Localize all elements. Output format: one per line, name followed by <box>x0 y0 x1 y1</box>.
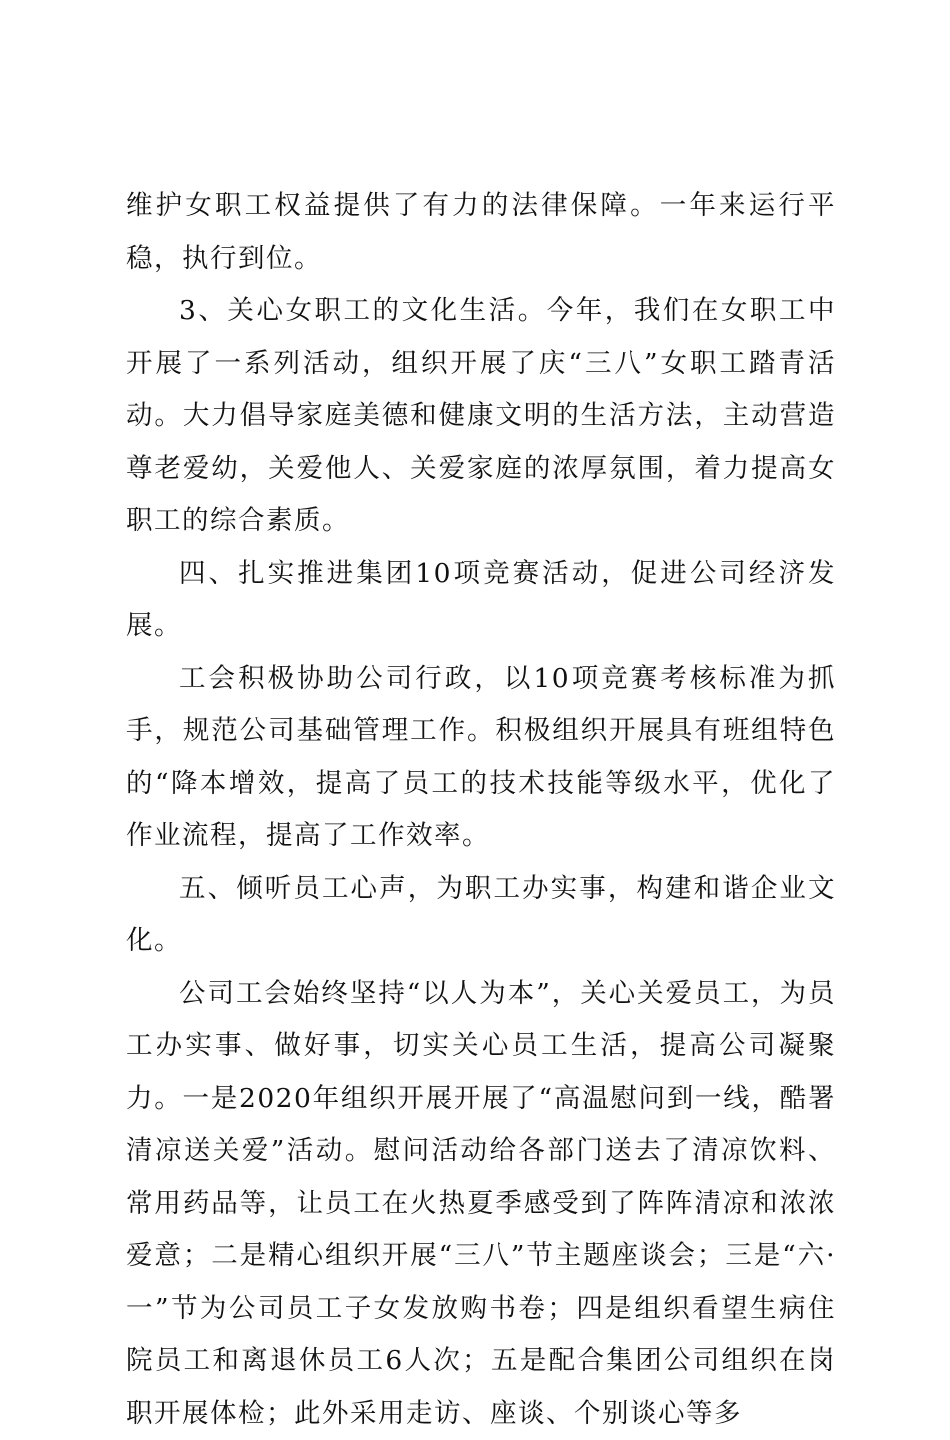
paragraph-competition: 工会积极协助公司行政，以10项竞赛考核标准为抓手，规范公司基础管理工作。积极组织开展具有班组特色的“降本增效，提高了员工的技术技能等级水平，优化了作业流程，提高了工作效率。 <box>126 653 836 863</box>
document-body <box>126 180 836 1440</box>
section-heading-employee-voice: 五、倾听员工心声，为职工办实事，构建和谐企业文化。 <box>126 863 836 968</box>
paragraph-employee-care: 公司工会始终坚持“以人为本”，关心关爱员工，为员工办实事、做好事，切实关心员工生活，提高公司凝聚力。一是2020年组织开展开展了“高温慰问到一线，酷署清凉送关爱”活动。慰问活动给各部门送去了清凉饮料、常用药品等，让员工在火热夏季感受到了阵阵清凉和浓浓爱意；二是精心组织开展“三八”节主题座谈会；三是“六·一”节为公司员工子女发放购书卷；四是组织看望生病住院员工和离退休员工6人次；五是配合集团公司组织在岗职开展体检；此外采用走访、座谈、个别谈心等多 <box>126 968 836 1440</box>
paragraph-women-culture: 3、关心女职工的文化生活。今年，我们在女职工中开展了一系列活动，组织开展了庆“三八”女职工踏青活动。大力倡导家庭美德和健康文明的生活方法，主动营造尊老爱幼，关爱他人、关爱家庭的浓厚氛围，着力提高女职工的综合素质。 <box>126 285 836 548</box>
section-heading-competition: 四、扎实推进集团10项竞赛活动，促进公司经济发展。 <box>126 548 836 653</box>
paragraph-continuation: 维护女职工权益提供了有力的法律保障。一年来运行平稳，执行到位。 <box>126 180 836 285</box>
